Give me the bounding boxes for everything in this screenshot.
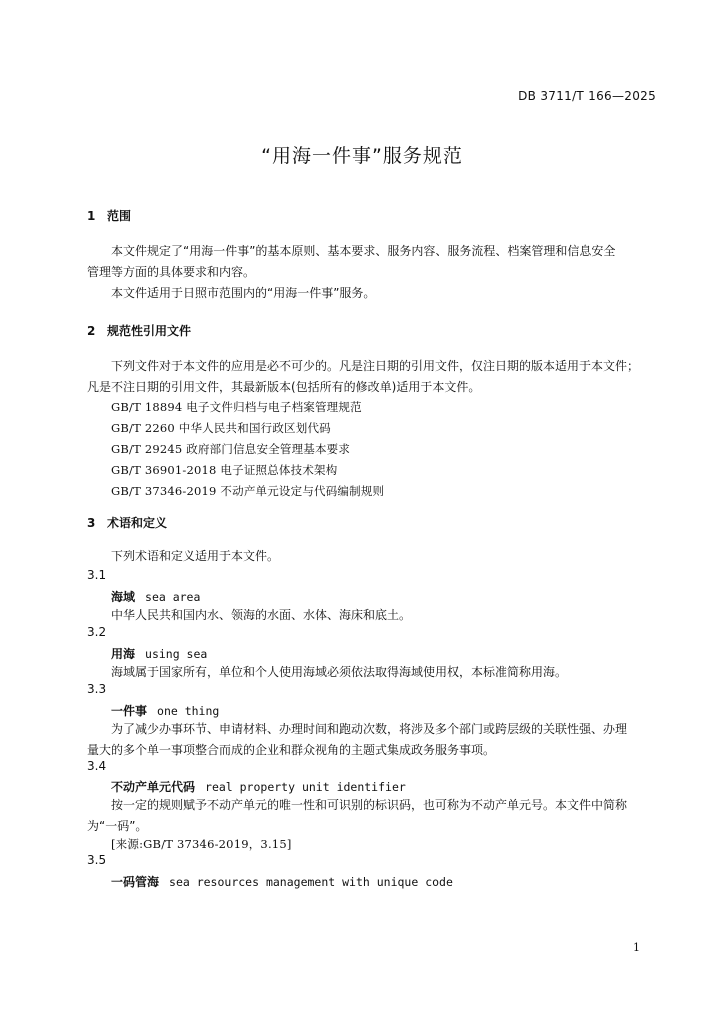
term-name: 海域 bbox=[111, 590, 136, 604]
term-definition: 为“一码”。 bbox=[87, 819, 148, 833]
section-number: 1 bbox=[87, 209, 96, 223]
section-title: 术语和定义 bbox=[107, 516, 168, 530]
section-1-heading bbox=[87, 207, 131, 224]
page-number: 1 bbox=[633, 941, 640, 954]
reference-item: GB/T 18894 电子文件归档与电子档案管理规范 bbox=[111, 400, 362, 414]
section-title: 范围 bbox=[107, 209, 132, 223]
term-number: 3.5 bbox=[87, 853, 107, 867]
term-number: 3.4 bbox=[87, 759, 107, 773]
section-title: 规范性引用文件 bbox=[107, 324, 192, 338]
term-source: [来源:GB/T 37346-2019，3.15] bbox=[111, 837, 292, 851]
term-name: 一件事 bbox=[111, 704, 148, 718]
reference-item: GB/T 2260 中华人民共和国行政区划代码 bbox=[111, 421, 331, 435]
term-name: 不动产单元代码 bbox=[111, 780, 196, 794]
paragraph: 本文件规定了“用海一件事”的基本原则、基本要求、服务内容、服务流程、档案管理和信息安全 bbox=[111, 244, 616, 258]
reference-item: GB/T 36901-2018 电子证照总体技术架构 bbox=[111, 463, 338, 477]
term-english: sea resources management with unique code bbox=[169, 875, 453, 889]
reference-item: GB/T 37346-2019 不动产单元设定与代码编制规则 bbox=[111, 484, 385, 498]
term-english: one thing bbox=[157, 704, 220, 718]
term-definition: 中华人民共和国内水、领海的水面、水体、海床和底土。 bbox=[111, 608, 412, 622]
document-title: “用海一件事”服务规范 bbox=[261, 145, 463, 167]
term-definition: 量大的多个单一事项整合而成的企业和群众视角的主题式集成政务服务事项。 bbox=[87, 743, 496, 757]
term-english: real property unit identifier bbox=[205, 780, 406, 794]
paragraph: 本文件适用于日照市范围内的“用海一件事”服务。 bbox=[111, 286, 376, 300]
term-name: 用海 bbox=[111, 647, 136, 661]
term-name: 一码管海 bbox=[111, 875, 160, 889]
document-number: DB 3711/T 166—2025 bbox=[518, 89, 656, 103]
term-definition: 海域属于国家所有，单位和个人使用海域必须依法取得海域使用权，本标准简称用海。 bbox=[111, 665, 568, 679]
section-number: 2 bbox=[87, 324, 96, 338]
term-english: sea area bbox=[145, 590, 201, 604]
term-definition: 为了减少办事环节、申请材料、办理时间和跑动次数，将涉及多个部门或跨层级的关联性强、办理 bbox=[111, 722, 628, 736]
paragraph: 凡是不注日期的引用文件，其最新版本(包括所有的修改单)适用于本文件。 bbox=[87, 380, 481, 394]
section-3-heading bbox=[87, 514, 167, 531]
paragraph: 下列文件对于本文件的应用是必不可少的。凡是注日期的引用文件，仅注日期的版本适用于本文件； bbox=[111, 359, 640, 373]
section-2-heading bbox=[87, 322, 191, 339]
term-entry bbox=[111, 873, 453, 890]
term-entry bbox=[111, 778, 406, 795]
term-definition: 按一定的规则赋予不动产单元的唯一性和可识别的标识码，也可称为不动产单元号。本文件中简称 bbox=[111, 798, 628, 812]
term-entry bbox=[111, 645, 207, 662]
term-number: 3.1 bbox=[87, 568, 107, 582]
term-entry bbox=[111, 702, 219, 719]
section-number: 3 bbox=[87, 516, 96, 530]
reference-item: GB/T 29245 政府部门信息安全管理基本要求 bbox=[111, 442, 351, 456]
paragraph: 管理等方面的具体要求和内容。 bbox=[87, 265, 256, 279]
term-english: using sea bbox=[145, 647, 208, 661]
paragraph: 下列术语和定义适用于本文件。 bbox=[111, 549, 280, 563]
term-number: 3.3 bbox=[87, 682, 107, 696]
term-entry bbox=[111, 588, 200, 605]
term-number: 3.2 bbox=[87, 625, 107, 639]
